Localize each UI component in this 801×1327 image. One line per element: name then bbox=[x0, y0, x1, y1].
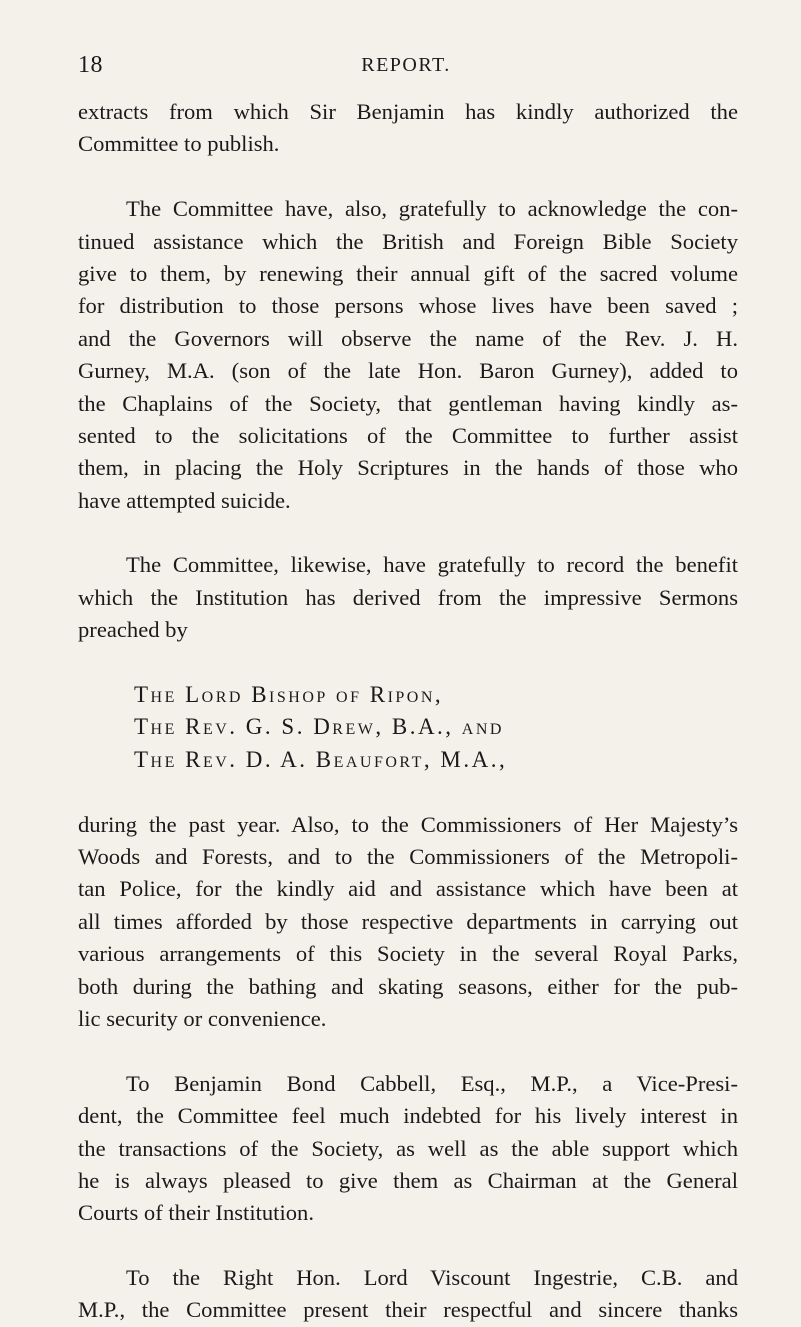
text-line: Woods and Forests, and to the Commissioners of the Metropoli- bbox=[78, 843, 738, 869]
text-line: extracts from which Sir Benjamin has kindly authorized the bbox=[78, 99, 738, 124]
page-number: 18 bbox=[78, 52, 103, 78]
paragraph-gap bbox=[78, 776, 738, 808]
text-line: and the Governors will observe the name of the Rev. J. H. bbox=[78, 325, 738, 351]
paragraph-gap bbox=[78, 517, 738, 549]
text-line: tan Police, for the kindly aid and assistance which have been at bbox=[78, 876, 738, 902]
text-line: Courts of their Institution. bbox=[78, 1200, 314, 1226]
running-head bbox=[78, 52, 734, 82]
text-line: the transactions of the Society, as well as the able support which bbox=[78, 1135, 738, 1161]
text-line: The Committee, likewise, have gratefully to record the benefit bbox=[126, 552, 738, 578]
text-line: tinued assistance which the British and Foreign Bible Society bbox=[78, 228, 738, 254]
text-line: during the past year. Also, to the Commissioners of Her Majesty’s bbox=[78, 811, 738, 837]
text-line: all times afforded by those respective departments in carrying out bbox=[78, 908, 738, 934]
text-line: To the Right Hon. Lord Viscount Ingestrie, C.B. and bbox=[126, 1265, 738, 1291]
text-line: he is always pleased to give them as Chairman at the General bbox=[78, 1167, 738, 1193]
text-line: The Committee have, also, gratefully to acknowledge the con- bbox=[126, 196, 738, 222]
text-line: various arrangements of this Society in the several Royal Parks, bbox=[78, 941, 738, 967]
text-line: lic security or convenience. bbox=[78, 1005, 327, 1031]
text-line: for distribution to those persons whose lives have been saved ; bbox=[78, 293, 738, 319]
paragraph-gap bbox=[78, 647, 738, 679]
text-line: dent, the Committee feel much indebted for his lively interest in bbox=[78, 1103, 738, 1129]
text-line: To Benjamin Bond Cabbell, Esq., M.P., a Vice-Presi- bbox=[126, 1070, 738, 1096]
text-line: give to them, by renewing their annual gift of the sacred volume bbox=[78, 260, 738, 286]
text-line: both during the bathing and skating seasons, either for the pub- bbox=[78, 973, 738, 999]
text-line: preached by bbox=[78, 617, 188, 643]
paragraph-gap bbox=[78, 1230, 738, 1262]
preacher-name: The Rev. D. A. Beaufort, M.A., bbox=[134, 746, 508, 772]
preacher-name: The Rev. G. S. Drew, B.A., and bbox=[134, 714, 504, 740]
text-line: sented to the solicitations of the Committee to further assist bbox=[78, 422, 738, 448]
paragraph-gap bbox=[78, 1035, 738, 1067]
text-line: them, in placing the Holy Scriptures in the hands of those who bbox=[78, 455, 738, 481]
body-text bbox=[78, 96, 738, 1327]
text-line: the Chaplains of the Society, that gentleman having kindly as- bbox=[78, 390, 738, 416]
preacher-name: The Lord Bishop of Ripon, bbox=[134, 682, 444, 708]
text-line: M.P., the Committee present their respectful and sincere thanks bbox=[78, 1297, 738, 1323]
text-line: have attempted suicide. bbox=[78, 487, 291, 513]
text-line: Committee to publish. bbox=[78, 131, 280, 157]
text-line: which the Institution has derived from the impressive Sermons bbox=[78, 584, 738, 610]
running-head-title: REPORT. bbox=[361, 54, 451, 76]
paragraph-gap bbox=[78, 161, 738, 193]
text-line: Gurney, M.A. (son of the late Hon. Baron Gurney), added to bbox=[78, 358, 738, 384]
